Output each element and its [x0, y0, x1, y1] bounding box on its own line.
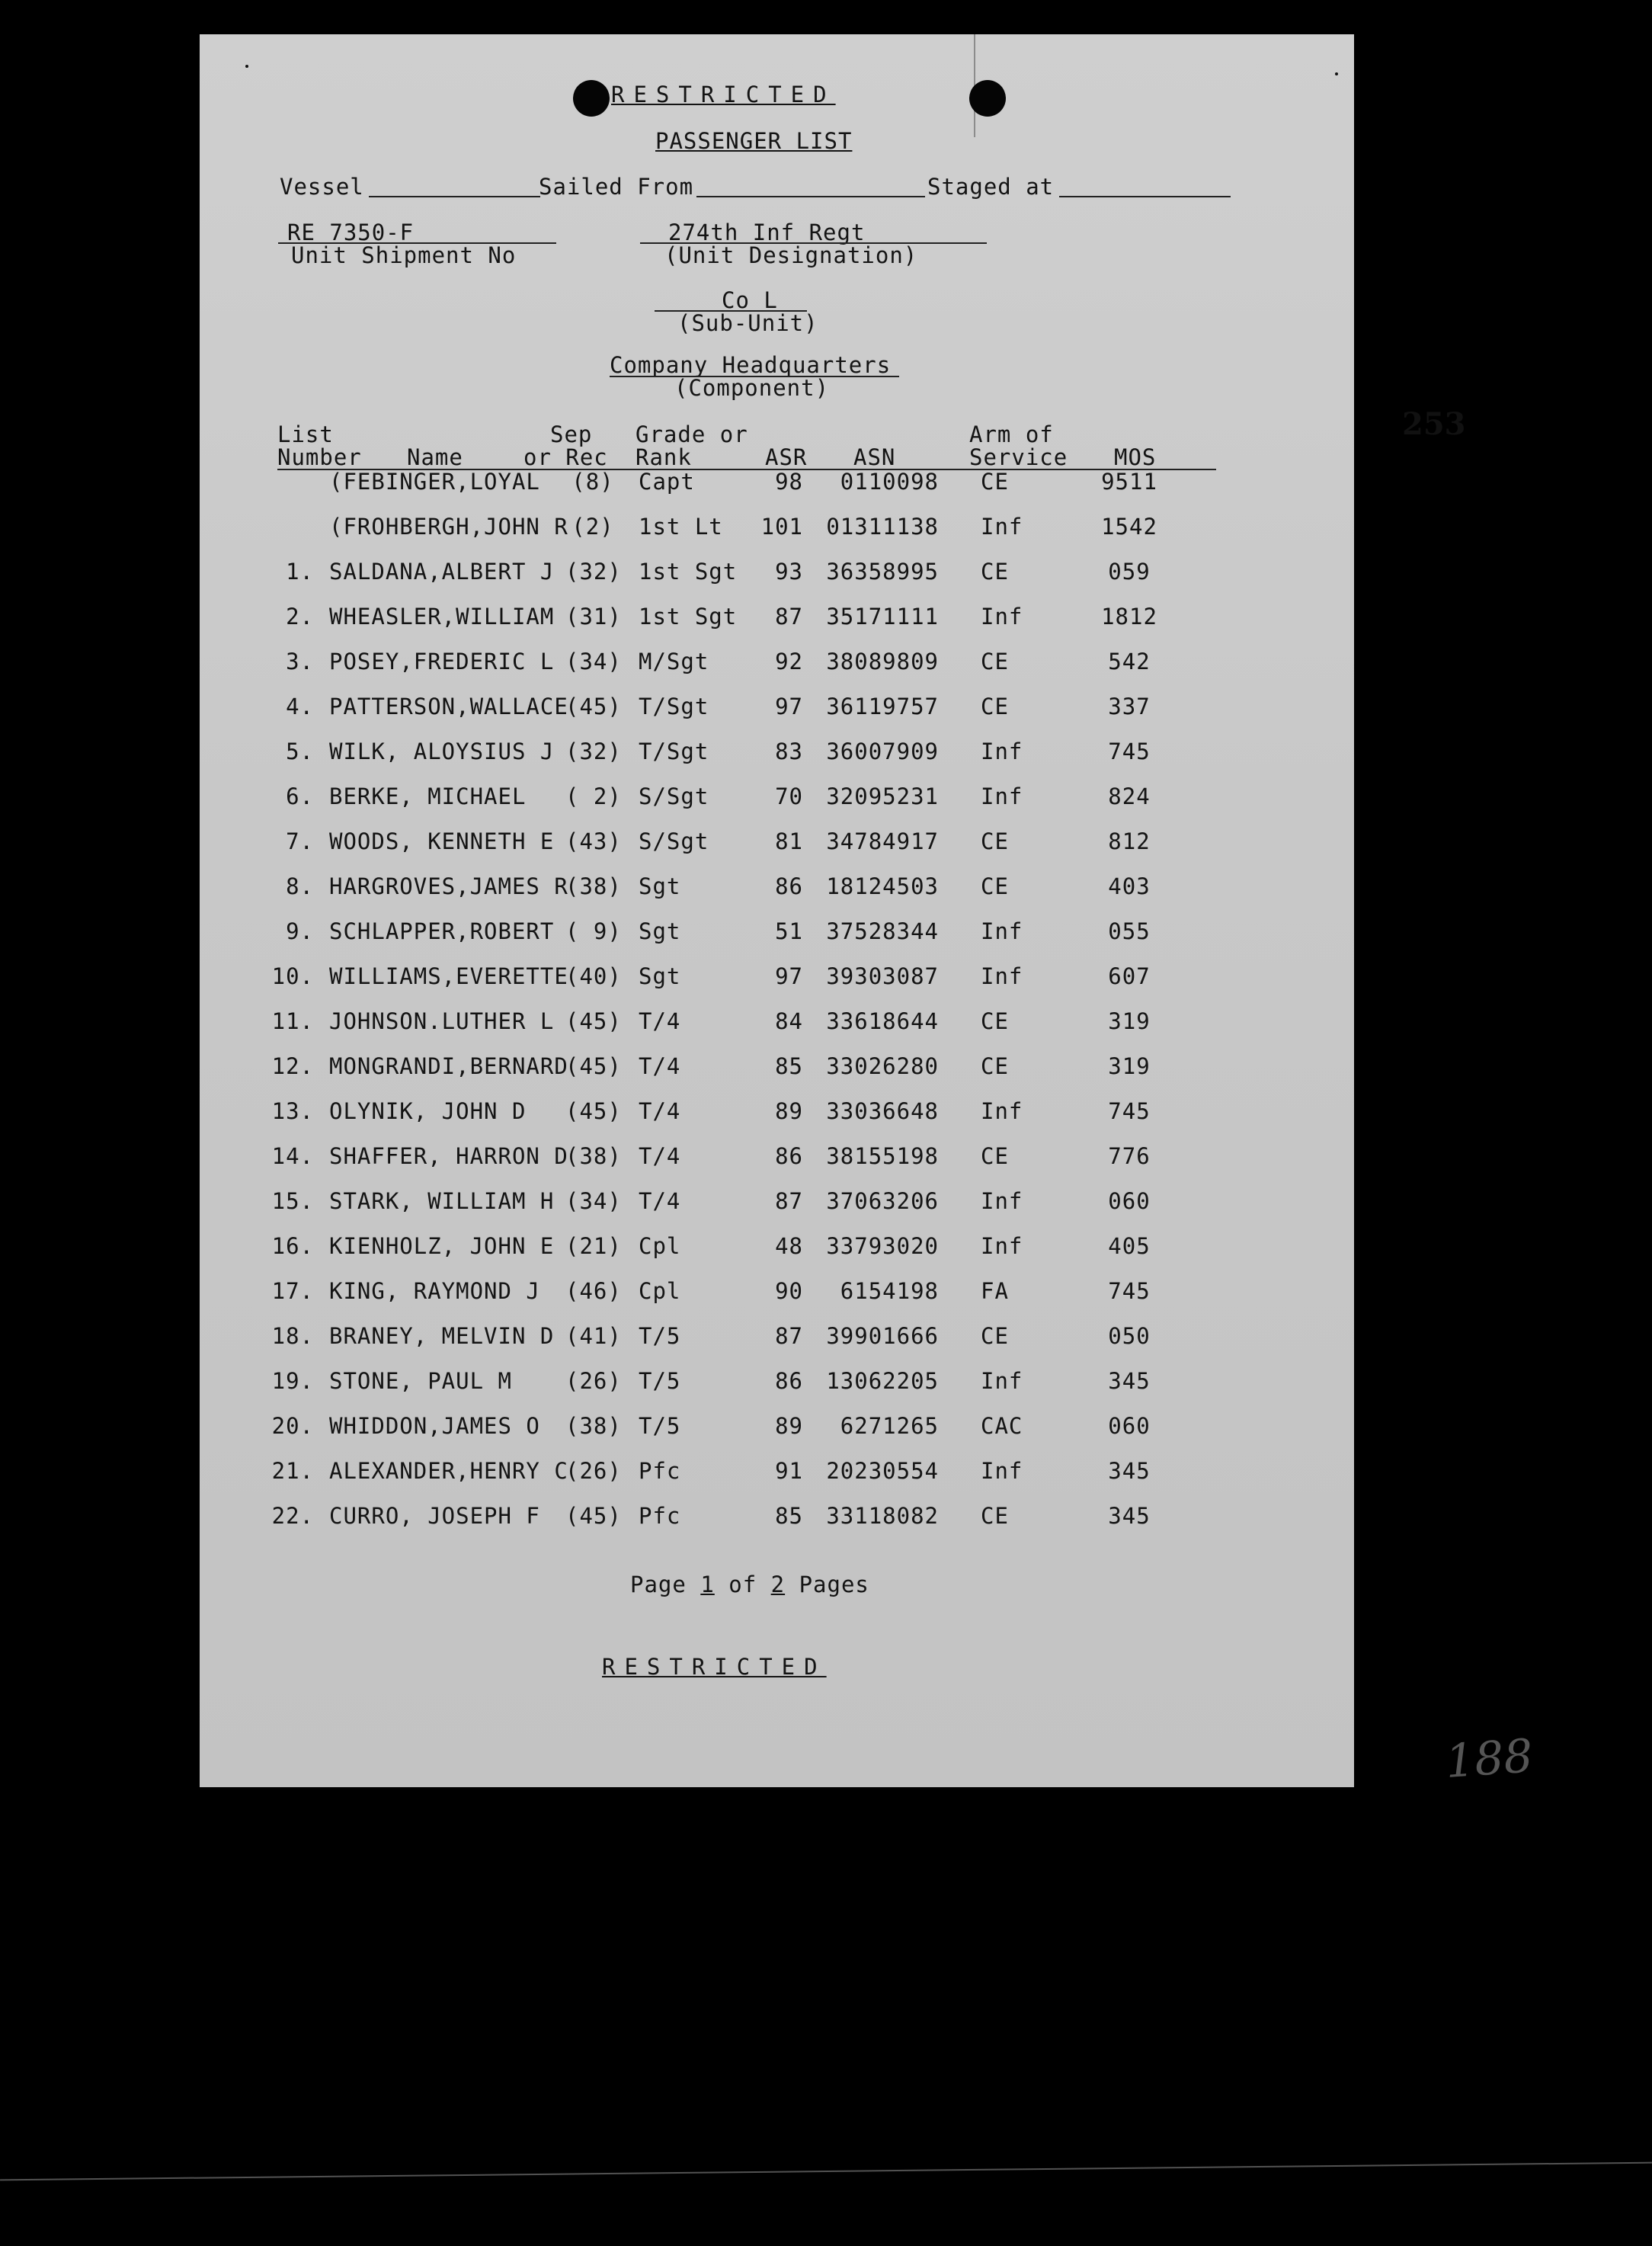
mos: 055: [1108, 918, 1151, 944]
grade-rank: T/4: [639, 1053, 681, 1079]
passenger-name: STONE, PAUL M: [329, 1368, 512, 1394]
grade-rank: T/5: [639, 1368, 681, 1394]
asn: 38089809: [826, 649, 939, 674]
asr: 97: [775, 963, 803, 989]
grade-rank: Pfc: [639, 1503, 681, 1529]
document-page: [200, 34, 1535, 1789]
staged-at-label: Staged at: [927, 174, 1055, 200]
passenger-name: BRANEY, MELVIN D: [329, 1323, 555, 1349]
unit-shipment-label: Unit Shipment No: [291, 242, 517, 268]
list-number: 8.: [286, 873, 314, 899]
arm-of-service: CE: [981, 873, 1009, 899]
sep-or-rec: ( 9): [565, 918, 622, 944]
table-row: [200, 783, 1354, 817]
col-asr: ASR: [765, 444, 808, 470]
sep-or-rec: (8): [571, 469, 614, 495]
arm-of-service: CE: [981, 1053, 1009, 1079]
passenger-name: WHEASLER,WILLIAM: [329, 604, 555, 630]
asr: 101: [760, 514, 803, 540]
page-current: 1: [700, 1572, 715, 1597]
passenger-name: WILK, ALOYSIUS J: [329, 739, 555, 764]
arm-of-service: Inf: [981, 1233, 1023, 1259]
arm-of-service: CE: [981, 649, 1009, 674]
table-row: [200, 1503, 1354, 1536]
asn: 33036648: [826, 1098, 939, 1124]
passenger-name: JOHNSON.LUTHER L: [329, 1008, 555, 1034]
sep-or-rec: (38): [565, 1143, 622, 1169]
arm-of-service: Inf: [981, 1098, 1023, 1124]
table-row: [200, 694, 1354, 727]
passenger-name: KING, RAYMOND J: [329, 1278, 540, 1304]
asr: 98: [775, 469, 803, 495]
mos: 745: [1108, 1098, 1151, 1124]
passenger-name: STARK, WILLIAM H: [329, 1188, 555, 1214]
asn: 0110098: [840, 469, 939, 495]
list-number: 4.: [286, 694, 314, 719]
passenger-name: SHAFFER, HARRON D: [329, 1143, 568, 1169]
passenger-name: MONGRANDI,BERNARD: [329, 1053, 568, 1079]
punch-hole-left: [573, 80, 610, 117]
asr: 83: [775, 739, 803, 764]
asn: 36119757: [826, 694, 939, 719]
sep-or-rec: (45): [565, 1503, 622, 1529]
grade-rank: Sgt: [639, 963, 681, 989]
grade-rank: M/Sgt: [639, 649, 709, 674]
sep-or-rec: (41): [565, 1323, 622, 1349]
asr: 90: [775, 1278, 803, 1304]
unit-designation-value: 274th Inf Regt: [668, 219, 866, 245]
col-asn: ASN: [853, 444, 896, 470]
passenger-name: WHIDDON,JAMES O: [329, 1413, 540, 1439]
passenger-name: ALEXANDER,HENRY C: [329, 1458, 568, 1484]
speck: [1335, 72, 1338, 75]
page-indicator: [630, 1572, 869, 1597]
arm-of-service: CE: [981, 1503, 1009, 1529]
arm-of-service: Inf: [981, 1188, 1023, 1214]
grade-rank: 1st Sgt: [639, 559, 738, 585]
arm-of-service: Inf: [981, 963, 1023, 989]
mos: 050: [1108, 1323, 1151, 1349]
asr: 92: [775, 649, 803, 674]
asr: 91: [775, 1458, 803, 1484]
asn: 01311138: [826, 514, 939, 540]
grade-rank: Sgt: [639, 918, 681, 944]
mos: 776: [1108, 1143, 1151, 1169]
table-row: [200, 1143, 1354, 1177]
sep-or-rec: (26): [565, 1458, 622, 1484]
asn: 33618644: [826, 1008, 939, 1034]
grade-rank: T/5: [639, 1323, 681, 1349]
arm-of-service: CE: [981, 828, 1009, 854]
sep-or-rec: (45): [565, 1098, 622, 1124]
col-list-number-top: List: [277, 421, 334, 447]
document-title: PASSENGER LIST: [655, 128, 853, 154]
asn: 33793020: [826, 1233, 939, 1259]
sep-or-rec: (21): [565, 1233, 622, 1259]
grade-rank: T/5: [639, 1413, 681, 1439]
mos: 345: [1108, 1503, 1151, 1529]
asr: 70: [775, 783, 803, 809]
asr: 87: [775, 1188, 803, 1214]
asn: 20230554: [826, 1458, 939, 1484]
sep-or-rec: (26): [565, 1368, 622, 1394]
asn: 33026280: [826, 1053, 939, 1079]
col-grade-top: Grade or: [636, 421, 748, 447]
handwritten-number: 188: [1443, 1729, 1535, 1789]
table-row: [200, 1008, 1354, 1042]
table-row: [200, 739, 1354, 772]
list-number: 2.: [286, 604, 314, 630]
grade-rank: T/4: [639, 1188, 681, 1214]
table-row: [200, 828, 1354, 862]
list-number: 19.: [271, 1368, 314, 1394]
asn: 37528344: [826, 918, 939, 944]
col-name: Name: [407, 444, 463, 470]
passenger-name: SCHLAPPER,ROBERT: [329, 918, 555, 944]
col-grade-bottom: Rank: [636, 444, 692, 470]
asr: 85: [775, 1503, 803, 1529]
col-list-number-bottom: Number: [277, 444, 362, 470]
asr: 86: [775, 1368, 803, 1394]
sailed-from-blank: [696, 196, 925, 197]
list-number: 5.: [286, 739, 314, 764]
unit-shipment-value: RE 7350-F: [287, 219, 415, 245]
grade-rank: Cpl: [639, 1233, 681, 1259]
sep-or-rec: (45): [565, 1053, 622, 1079]
sep-or-rec: (31): [565, 604, 622, 630]
table-row: [200, 1188, 1354, 1222]
asn: 39303087: [826, 963, 939, 989]
grade-rank: 1st Lt: [639, 514, 723, 540]
asn: 6271265: [840, 1413, 939, 1439]
passenger-name: CURRO, JOSEPH F: [329, 1503, 540, 1529]
col-arm-top: Arm of: [969, 421, 1054, 447]
scan-edge-line: [0, 2162, 1652, 2181]
table-row: [200, 514, 1354, 547]
grade-rank: Pfc: [639, 1458, 681, 1484]
grade-rank: Sgt: [639, 873, 681, 899]
classification-bottom: RESTRICTED: [602, 1654, 827, 1680]
speck: [245, 65, 248, 68]
table-row: [200, 963, 1354, 997]
arm-of-service: CE: [981, 1143, 1009, 1169]
asr: 89: [775, 1413, 803, 1439]
sep-or-rec: (2): [571, 514, 614, 540]
list-number: 11.: [271, 1008, 314, 1034]
grade-rank: S/Sgt: [639, 783, 709, 809]
sep-or-rec: (34): [565, 649, 622, 674]
table-row: [200, 1053, 1354, 1087]
asr: 81: [775, 828, 803, 854]
mos: 1542: [1101, 514, 1157, 540]
asn: 38155198: [826, 1143, 939, 1169]
unit-designation-label: (Unit Designation): [664, 242, 918, 268]
mos: 319: [1108, 1008, 1151, 1034]
list-number: 13.: [271, 1098, 314, 1124]
mos: 345: [1108, 1458, 1151, 1484]
table-row: [200, 1278, 1354, 1312]
asr: 89: [775, 1098, 803, 1124]
arm-of-service: Inf: [981, 783, 1023, 809]
grade-rank: T/Sgt: [639, 739, 709, 764]
arm-of-service: FA: [981, 1278, 1009, 1304]
col-arm-bottom: Service: [969, 444, 1068, 470]
punch-hole-right: [969, 80, 1006, 117]
grade-rank: Cpl: [639, 1278, 681, 1304]
table-row: [200, 604, 1354, 637]
asr: 86: [775, 1143, 803, 1169]
sep-or-rec: (38): [565, 873, 622, 899]
passenger-name: KIENHOLZ, JOHN E: [329, 1233, 555, 1259]
mos: 319: [1108, 1053, 1151, 1079]
passenger-name: (FROHBERGH,JOHN R: [329, 514, 568, 540]
table-row: [200, 1098, 1354, 1132]
mos: 060: [1108, 1188, 1151, 1214]
list-number: 6.: [286, 783, 314, 809]
mos: 403: [1108, 873, 1151, 899]
list-number: 14.: [271, 1143, 314, 1169]
asr: 84: [775, 1008, 803, 1034]
mos: 812: [1108, 828, 1151, 854]
asn: 34784917: [826, 828, 939, 854]
mos: 745: [1108, 1278, 1151, 1304]
sub-unit-value: Co L: [722, 287, 778, 313]
arm-of-service: Inf: [981, 918, 1023, 944]
vessel-blank: [369, 196, 540, 197]
grade-rank: T/4: [639, 1143, 681, 1169]
arm-of-service: CE: [981, 1323, 1009, 1349]
asn: 39901666: [826, 1323, 939, 1349]
component-label: (Component): [674, 375, 830, 401]
list-number: 3.: [286, 649, 314, 674]
table-row: [200, 1413, 1354, 1447]
asn: 33118082: [826, 1503, 939, 1529]
mos: 607: [1108, 963, 1151, 989]
list-number: 12.: [271, 1053, 314, 1079]
sep-or-rec: ( 2): [565, 783, 622, 809]
classification-top: RESTRICTED: [611, 82, 836, 107]
list-number: 22.: [271, 1503, 314, 1529]
col-sep-bottom: or Rec: [523, 444, 608, 470]
mos: 9511: [1101, 469, 1157, 495]
table-row: [200, 559, 1354, 592]
arm-of-service: Inf: [981, 1458, 1023, 1484]
list-number: 21.: [271, 1458, 314, 1484]
asr: 86: [775, 873, 803, 899]
arm-of-service: CE: [981, 559, 1009, 585]
passenger-name: HARGROVES,JAMES R: [329, 873, 568, 899]
sep-or-rec: (38): [565, 1413, 622, 1439]
sailed-from-label: Sailed From: [539, 174, 694, 200]
mos: 405: [1108, 1233, 1151, 1259]
passenger-name: BERKE, MICHAEL: [329, 783, 527, 809]
asn: 32095231: [826, 783, 939, 809]
grade-rank: T/4: [639, 1008, 681, 1034]
table-row: [200, 1368, 1354, 1402]
table-row: [200, 649, 1354, 682]
arm-of-service: CE: [981, 694, 1009, 719]
table-row: [200, 1233, 1354, 1267]
asr: 87: [775, 1323, 803, 1349]
sep-or-rec: (45): [565, 1008, 622, 1034]
mos: 059: [1108, 559, 1151, 585]
col-sep-top: Sep: [550, 421, 593, 447]
passenger-name: POSEY,FREDERIC L: [329, 649, 555, 674]
passenger-name: SALDANA,ALBERT J: [329, 559, 555, 585]
arm-of-service: CE: [981, 1008, 1009, 1034]
grade-rank: T/4: [639, 1098, 681, 1124]
list-number: 1.: [286, 559, 314, 585]
list-number: 20.: [271, 1413, 314, 1439]
asn: 36358995: [826, 559, 939, 585]
list-number: 7.: [286, 828, 314, 854]
passenger-name: (FEBINGER,LOYAL: [329, 469, 540, 495]
arm-of-service: Inf: [981, 604, 1023, 630]
sep-or-rec: (46): [565, 1278, 622, 1304]
table-row: [200, 918, 1354, 952]
passenger-name: OLYNIK, JOHN D: [329, 1098, 527, 1124]
of-word: of: [728, 1572, 757, 1597]
table-row: [200, 469, 1354, 502]
passenger-name: WILLIAMS,EVERETTE: [329, 963, 568, 989]
grade-rank: T/Sgt: [639, 694, 709, 719]
grade-rank: S/Sgt: [639, 828, 709, 854]
sep-or-rec: (32): [565, 559, 622, 585]
list-number: 10.: [271, 963, 314, 989]
col-mos: MOS: [1114, 444, 1157, 470]
asn: 6154198: [840, 1278, 939, 1304]
grade-rank: 1st Sgt: [639, 604, 738, 630]
sub-unit-label: (Sub-Unit): [677, 310, 818, 336]
arm-of-service: Inf: [981, 739, 1023, 764]
asr: 85: [775, 1053, 803, 1079]
mos: 542: [1108, 649, 1151, 674]
asr: 48: [775, 1233, 803, 1259]
list-number: 15.: [271, 1188, 314, 1214]
mos: 060: [1108, 1413, 1151, 1439]
passenger-name: WOODS, KENNETH E: [329, 828, 555, 854]
sep-or-rec: (32): [565, 739, 622, 764]
asn: 18124503: [826, 873, 939, 899]
mos: 824: [1108, 783, 1151, 809]
arm-of-service: CE: [981, 469, 1009, 495]
asn: 36007909: [826, 739, 939, 764]
vessel-label: Vessel: [280, 174, 364, 200]
table-row: [200, 1458, 1354, 1491]
asn: 35171111: [826, 604, 939, 630]
list-number: 16.: [271, 1233, 314, 1259]
sep-or-rec: (34): [565, 1188, 622, 1214]
list-number: 18.: [271, 1323, 314, 1349]
asr: 97: [775, 694, 803, 719]
mos: 345: [1108, 1368, 1151, 1394]
asr: 93: [775, 559, 803, 585]
asr: 87: [775, 604, 803, 630]
stamped-page-number: 253: [1402, 406, 1466, 442]
table-row: [200, 873, 1354, 907]
passenger-name: PATTERSON,WALLACE: [329, 694, 568, 719]
page-total: 2: [770, 1572, 786, 1597]
staged-at-blank: [1059, 196, 1231, 197]
component-value: Company Headquarters: [610, 352, 892, 378]
arm-of-service: Inf: [981, 514, 1023, 540]
table-row: [200, 1323, 1354, 1357]
mos: 1812: [1101, 604, 1157, 630]
asr: 51: [775, 918, 803, 944]
list-number: 17.: [271, 1278, 314, 1304]
sep-or-rec: (40): [565, 963, 622, 989]
page-word: Page: [630, 1572, 687, 1597]
sep-or-rec: (45): [565, 694, 622, 719]
mos: 337: [1108, 694, 1151, 719]
arm-of-service: Inf: [981, 1368, 1023, 1394]
sep-or-rec: (43): [565, 828, 622, 854]
grade-rank: Capt: [639, 469, 695, 495]
mos: 745: [1108, 739, 1151, 764]
asn: 37063206: [826, 1188, 939, 1214]
arm-of-service: CAC: [981, 1413, 1023, 1439]
pages-word: Pages: [799, 1572, 869, 1597]
asn: 13062205: [826, 1368, 939, 1394]
list-number: 9.: [286, 918, 314, 944]
